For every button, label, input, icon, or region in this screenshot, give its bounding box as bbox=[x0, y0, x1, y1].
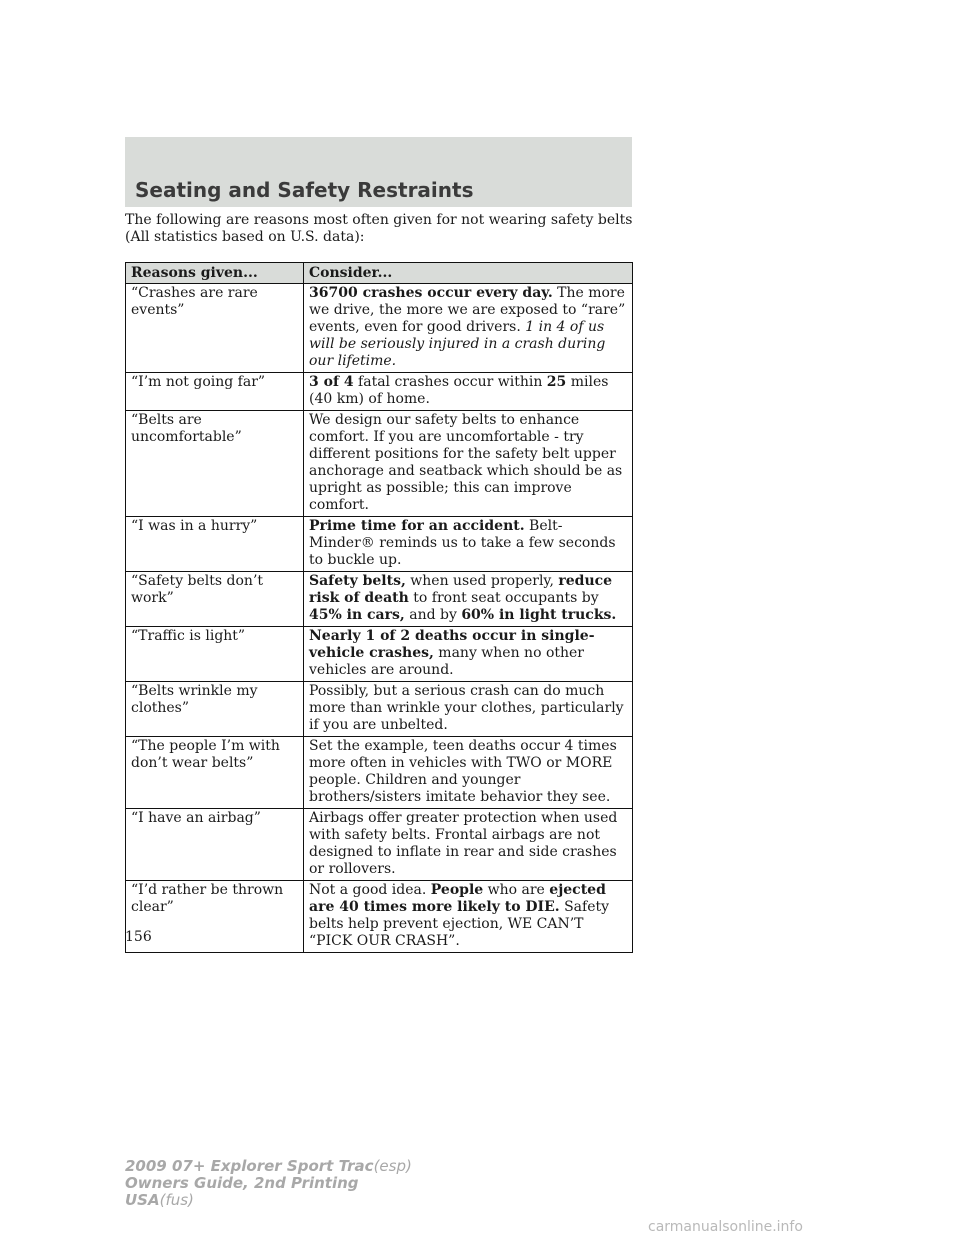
document-footer bbox=[125, 1158, 412, 1209]
consider-text: to front seat occupants by bbox=[408, 590, 599, 606]
reason-cell: “Safety belts don’t work” bbox=[126, 572, 304, 627]
footer-line-1 bbox=[125, 1158, 412, 1175]
consider-text: Prime time for an accident. bbox=[309, 518, 525, 534]
consider-text: reduce risk of death bbox=[309, 573, 613, 606]
table-row bbox=[126, 809, 633, 881]
consider-text: 45% in cars, bbox=[309, 607, 405, 623]
consider-cell bbox=[304, 517, 633, 572]
consider-cell bbox=[304, 572, 633, 627]
reason-cell: “I’m not going far” bbox=[126, 373, 304, 411]
consider-cell bbox=[304, 411, 633, 517]
consider-text: Airbags offer greater protection when used with safety belts. Frontal airbags are not designed to inflate in rear and side crashes or rollovers. bbox=[309, 810, 618, 877]
consider-text: many when no other vehicles are around. bbox=[309, 645, 585, 678]
footer-market-code: (fus) bbox=[159, 1191, 194, 1209]
consider-text: 3 of 4 bbox=[309, 374, 354, 390]
reason-cell: “The people I’m with don’t wear belts” bbox=[126, 737, 304, 809]
consider-text: Belt-Minder® reminds us to take a few seconds to buckle up. bbox=[309, 518, 616, 568]
consider-cell bbox=[304, 682, 633, 737]
column-header-consider: Consider... bbox=[304, 263, 633, 284]
page-number: 156 bbox=[125, 929, 152, 945]
reason-cell: “Traffic is light” bbox=[126, 627, 304, 682]
consider-text: and by bbox=[404, 607, 462, 623]
consider-cell bbox=[304, 627, 633, 682]
intro-paragraph bbox=[125, 212, 645, 246]
consider-text: 60% in light trucks. bbox=[461, 607, 617, 623]
footer-line-3 bbox=[125, 1192, 412, 1209]
reason-cell: “Belts are uncomfortable” bbox=[126, 411, 304, 517]
footer-line-2: Owners Guide, 2nd Printing bbox=[125, 1174, 359, 1192]
section-title: Seating and Safety Restraints bbox=[135, 178, 474, 202]
footer-model: 2009 07+ Explorer Sport Trac bbox=[125, 1157, 374, 1175]
consider-text: Safety belts help prevent ejection, WE CAN’T “PICK OUR CRASH”. bbox=[309, 899, 610, 949]
table-row bbox=[126, 284, 633, 373]
table-row bbox=[126, 373, 633, 411]
table-row bbox=[126, 411, 633, 517]
intro-line-2: (All statistics based on U.S. data): bbox=[125, 229, 365, 245]
consider-text: We design our safety belts to enhance comfort. If you are uncomfortable - try different positions for the safety belt upper anchorage and seatback which should be as upright as possible; this can improve comfort. bbox=[309, 412, 623, 513]
consider-cell bbox=[304, 284, 633, 373]
table-row bbox=[126, 682, 633, 737]
consider-text: who are bbox=[483, 882, 550, 898]
consider-text: ejected are 40 times more likely to DIE. bbox=[309, 882, 606, 915]
table-row bbox=[126, 572, 633, 627]
consider-text: Possibly, but a serious crash can do much more than wrinkle your clothes, particularly if you are unbelted. bbox=[309, 683, 624, 733]
table-row bbox=[126, 627, 633, 682]
consider-cell bbox=[304, 737, 633, 809]
consider-text: 1 in 4 of us will be seriously injured in a crash during our lifetime. bbox=[309, 319, 606, 369]
consider-cell bbox=[304, 881, 633, 953]
consider-text: Nearly 1 of 2 deaths occur in single-vehicle crashes, bbox=[309, 628, 595, 661]
reason-cell: “I have an airbag” bbox=[126, 809, 304, 881]
consider-text: 36700 crashes occur every day. bbox=[309, 285, 553, 301]
consider-text: Not a good idea. bbox=[309, 882, 431, 898]
intro-line-1: The following are reasons most often given for not wearing safety belts bbox=[125, 212, 633, 228]
reason-cell: “Crashes are rare events” bbox=[126, 284, 304, 373]
watermark: carmanualsonline.info bbox=[648, 1219, 803, 1235]
reason-cell: “I was in a hurry” bbox=[126, 517, 304, 572]
consider-text: The more we drive, the more we are exposed to “rare” events, even for good drivers. bbox=[309, 285, 626, 335]
consider-cell bbox=[304, 373, 633, 411]
reasons-table bbox=[125, 262, 633, 953]
consider-text: Safety belts, bbox=[309, 573, 406, 589]
table-row bbox=[126, 737, 633, 809]
table-row bbox=[126, 881, 633, 953]
footer-model-code: (esp) bbox=[373, 1157, 412, 1175]
consider-text: miles (40 km) of home. bbox=[309, 374, 609, 407]
table-body bbox=[126, 284, 633, 953]
consider-cell bbox=[304, 809, 633, 881]
reason-cell: “Belts wrinkle my clothes” bbox=[126, 682, 304, 737]
consider-text: when used properly, bbox=[405, 573, 559, 589]
reason-cell: “I’d rather be thrown clear” bbox=[126, 881, 304, 953]
footer-market: USA bbox=[125, 1191, 160, 1209]
consider-text: 25 bbox=[546, 374, 567, 390]
consider-text: fatal crashes occur within bbox=[353, 374, 547, 390]
table-header-row bbox=[126, 263, 633, 284]
consider-text: People bbox=[430, 882, 484, 898]
consider-text: Set the example, teen deaths occur 4 times more often in vehicles with TWO or MORE people. Children and younger brothers/sisters imitate behavior they see. bbox=[309, 738, 617, 805]
table-row bbox=[126, 517, 633, 572]
column-header-reasons: Reasons given... bbox=[126, 263, 304, 284]
